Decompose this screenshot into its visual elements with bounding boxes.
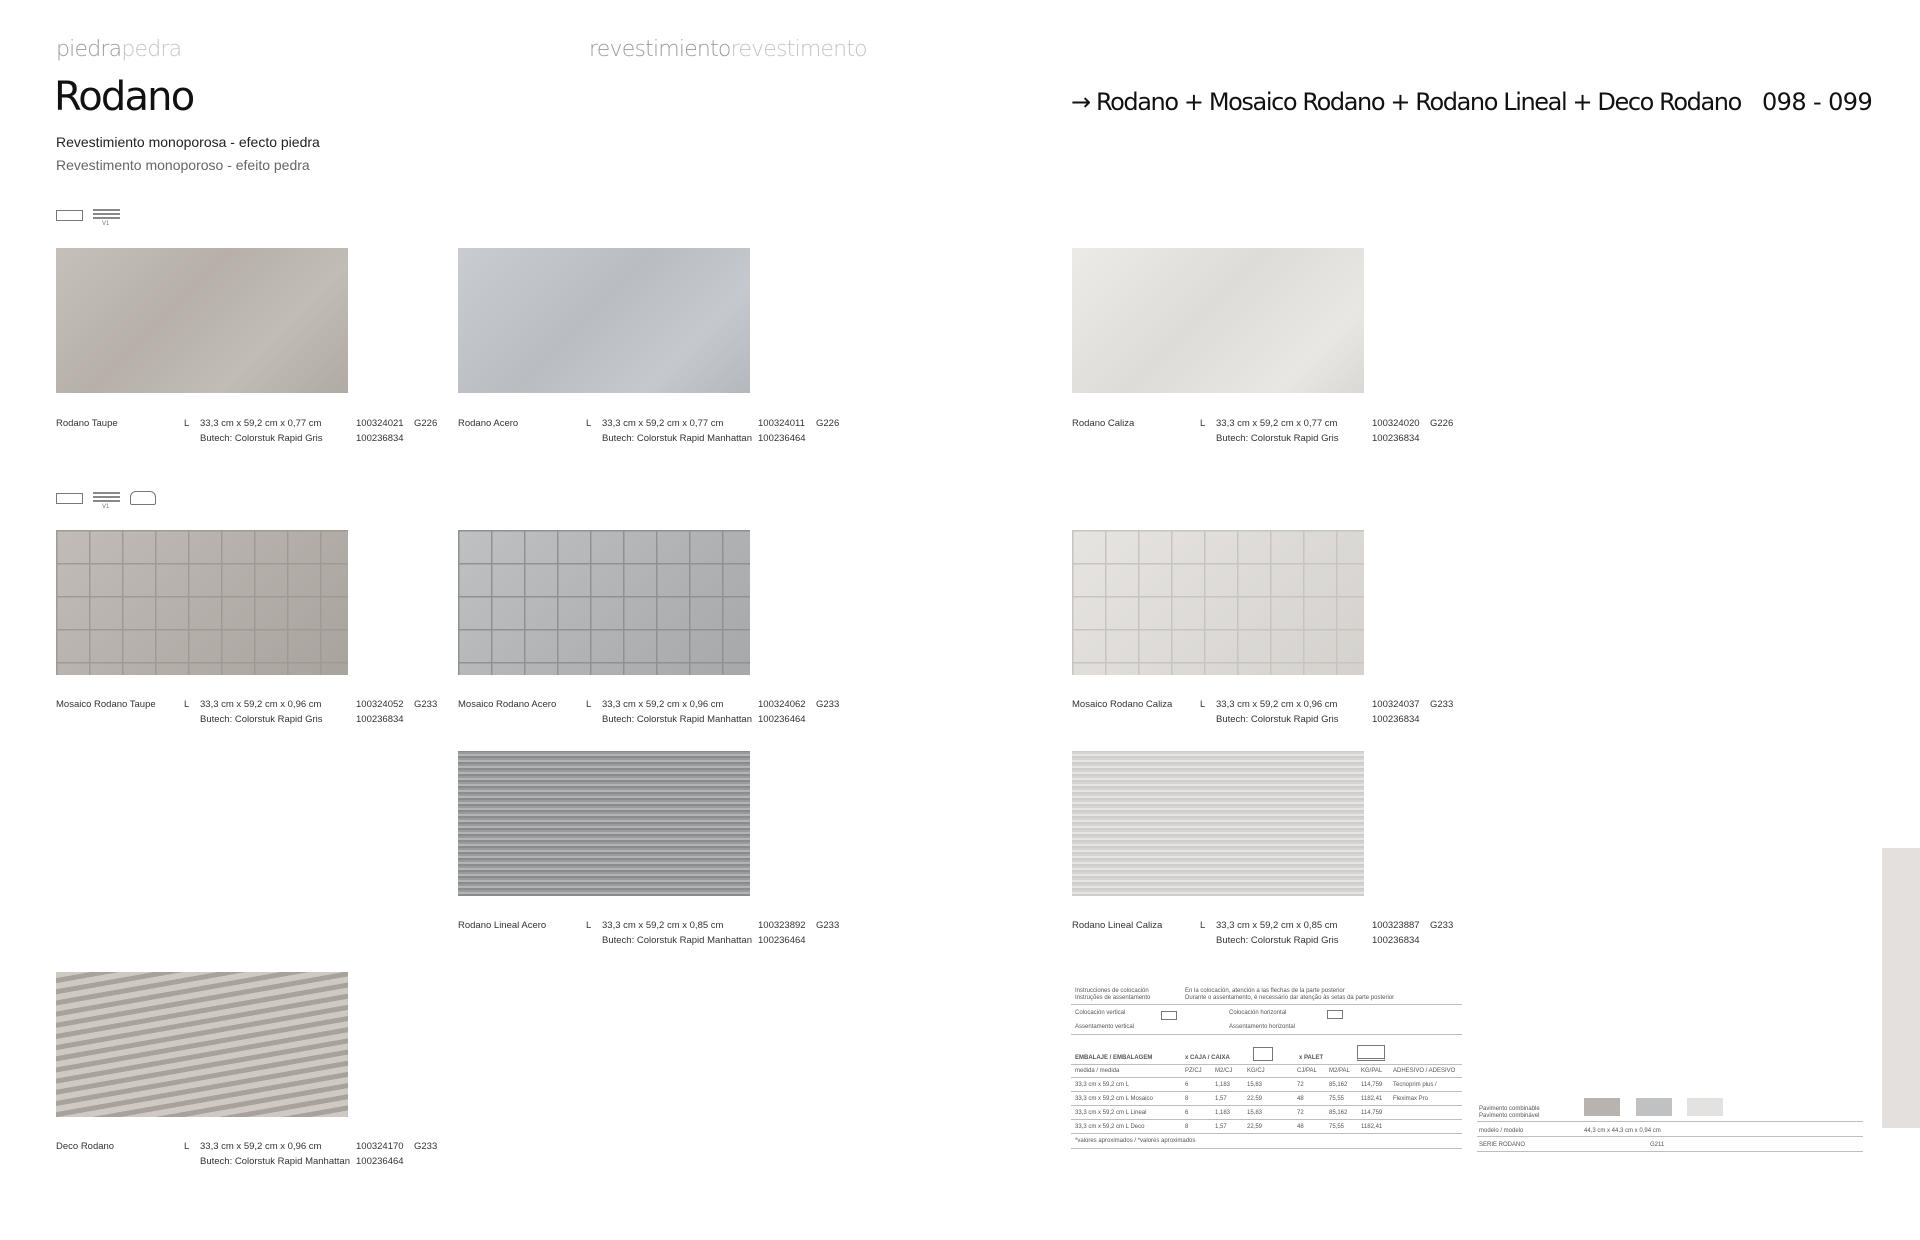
cell: 85,162 [1329, 1110, 1348, 1116]
cell: 33,3 cm x 59,2 cm L [1075, 1082, 1130, 1088]
pattern-v1-icon [93, 208, 120, 227]
price-group: G226 [414, 418, 438, 429]
series-nav-link[interactable]: → Rodano + Mosaico Rodano + Rodano Lineal + Deco Rodano [1071, 88, 1741, 116]
tile-rodano-caliza [1072, 248, 1364, 393]
grout-code: 100236464 [758, 935, 806, 946]
category-es: piedra [56, 37, 122, 62]
cell: 1,183 [1215, 1110, 1231, 1116]
col-header: M2/CJ [1215, 1068, 1233, 1074]
horizontal-laying-icon [1327, 1010, 1343, 1019]
cell: 22,59 [1247, 1124, 1263, 1130]
product-name: Deco Rodano [56, 1141, 115, 1152]
divider [1071, 1148, 1462, 1149]
vertical-es: Colocación vertical [1075, 1010, 1126, 1016]
tile-deco-rodano [56, 972, 348, 1117]
product-name: Mosaico Rodano Acero [458, 699, 557, 710]
section-es: revestimiento [589, 37, 731, 62]
subtitle-es: Revestimiento monoporosa - efecto piedra [56, 134, 320, 150]
section-side-tab[interactable] [1882, 848, 1920, 1128]
price-group: G233 [1430, 920, 1454, 931]
cell: 8 [1185, 1096, 1189, 1102]
tile-rodano-taupe [56, 248, 348, 393]
pallet-label: x PALET [1299, 1055, 1324, 1061]
cell: 1,183 [1215, 1082, 1231, 1088]
vertical-laying-icon [1161, 1011, 1177, 1020]
grout: Butech: Colorstuk Rapid Gris [1216, 714, 1339, 725]
format-letter: L [1200, 920, 1206, 931]
product-code: 100324011 [758, 418, 805, 429]
box-label: x CAJA / CAIXA [1185, 1055, 1230, 1061]
cell: 33,3 cm x 59,2 cm L Deco [1075, 1124, 1145, 1130]
page-numbers: 098 - 099 [1762, 88, 1873, 116]
divider [1071, 1004, 1462, 1005]
divider [1071, 1034, 1462, 1035]
divider [1477, 1121, 1863, 1122]
legend-text-es: Pavimento combinable [1479, 1106, 1540, 1112]
divider [1071, 1091, 1462, 1092]
price-group: G233 [1430, 699, 1454, 710]
col-header: medida / medida [1075, 1068, 1120, 1074]
cell: 114,759 [1361, 1110, 1383, 1116]
dimensions: 33,3 cm x 59,2 cm x 0,77 cm [200, 418, 322, 429]
grout: Butech: Colorstuk Rapid Gris [200, 714, 323, 725]
grout: Butech: Colorstuk Rapid Gris [200, 433, 323, 444]
price-group: G233 [816, 920, 840, 931]
cell: 72 [1297, 1110, 1304, 1116]
installation-title-pt: Instruções de assentamento [1075, 995, 1151, 1001]
installation-note-pt: Durante o assentamento, é necessário dar atenção às setas da parte posterior [1185, 995, 1395, 1001]
floor-swatch [1687, 1098, 1723, 1116]
combinable-floor-legend [1477, 1098, 1863, 1152]
tile-rodano-acero [458, 248, 750, 393]
box-icon [1253, 1047, 1273, 1061]
grout: Butech: Colorstuk Rapid Gris [1216, 433, 1339, 444]
footnote-text: *valores aproximados / *valores aproximados [1075, 1138, 1196, 1144]
grout-code: 100236464 [356, 1156, 404, 1167]
tile-rodano-lineal-acero [458, 751, 750, 896]
cell: 1182,41 [1361, 1096, 1383, 1102]
price-group: G233 [414, 699, 438, 710]
page-title: Rodano [54, 74, 194, 120]
col-header: PZ/CJ [1185, 1068, 1202, 1074]
cell: 33,3 cm x 59,2 cm L Lineal [1075, 1110, 1147, 1116]
grout-code: 100236464 [758, 433, 806, 444]
product-code: 100324037 [1372, 699, 1420, 710]
product-code: 100323887 [1372, 920, 1420, 931]
divider [1071, 1119, 1462, 1120]
grout: Butech: Colorstuk Rapid Manhattan [602, 935, 752, 946]
format-letter: L [1200, 699, 1206, 710]
product-code: 100324052 [356, 699, 404, 710]
series-value: G211 [1650, 1142, 1665, 1148]
installation-title-es: Instrucciones de colocación [1075, 988, 1149, 994]
v1-label: V1 [102, 504, 110, 510]
divider [1071, 1064, 1462, 1065]
horizontal-es: Colocación horizontal [1229, 1010, 1287, 1016]
horizontal-pt: Assentamento horizontal [1229, 1024, 1296, 1030]
subtitle-pt: Revestimento monoporoso - efeito pedra [56, 157, 310, 173]
installation-note-es: En la colocación, atención a las flechas de la parte posterior [1185, 988, 1345, 994]
cell: 15,83 [1247, 1082, 1263, 1088]
category-label [56, 37, 181, 62]
product-name: Rodano Lineal Acero [458, 920, 547, 931]
grout: Butech: Colorstuk Rapid Manhattan [602, 714, 752, 725]
bathroom-icon [130, 491, 156, 505]
cell: 75,55 [1329, 1096, 1345, 1102]
vertical-pt: Assentamento vertical [1075, 1024, 1135, 1030]
dimensions: 33,3 cm x 59,2 cm x 0,77 cm [1216, 418, 1338, 429]
product-name: Rodano Lineal Caliza [1072, 920, 1163, 931]
format-letter: L [586, 699, 592, 710]
col-header: KG/CJ [1247, 1068, 1265, 1074]
section-pt: revestimento [730, 37, 867, 62]
format-letter: L [184, 1141, 190, 1152]
cell: 1,57 [1215, 1124, 1227, 1130]
grout-code: 100236834 [1372, 714, 1420, 725]
price-group: G226 [1430, 418, 1454, 429]
cell: 114,759 [1361, 1082, 1383, 1088]
dimensions: 33,3 cm x 59,2 cm x 0,96 cm [200, 1141, 322, 1152]
product-code: 100324170 [356, 1141, 404, 1152]
dimensions: 33,3 cm x 59,2 cm x 0,96 cm [200, 699, 322, 710]
category-pt: pedra [121, 37, 182, 62]
product-code: 100324020 [1372, 418, 1420, 429]
format-letter: L [586, 418, 592, 429]
col-header: CJ/PAL [1297, 1068, 1317, 1074]
grout-code: 100236834 [1372, 433, 1420, 444]
col-header: KG/PAL [1361, 1068, 1383, 1074]
format-letter: L [1200, 418, 1206, 429]
product-code: 100324021 [356, 418, 404, 429]
cell: 33,3 cm x 59,2 cm L Mosaico [1075, 1096, 1153, 1102]
grout-code: 100236834 [356, 714, 404, 725]
price-group: G233 [816, 699, 840, 710]
usage-icons-row-2 [56, 491, 156, 510]
pattern-v1-icon [93, 491, 120, 510]
grout-code: 100236834 [1372, 935, 1420, 946]
legend-row-value: 44,3 cm x 44,3 cm x 0,94 cm [1584, 1128, 1661, 1134]
format-letter: L [184, 418, 190, 429]
tile-mosaico-rodano-taupe [56, 530, 348, 675]
col-header: ADHESIVO / ADESIVO [1393, 1068, 1456, 1074]
col-header: M2/PAL [1329, 1068, 1350, 1074]
divider [1477, 1136, 1863, 1137]
price-group: G233 [414, 1141, 438, 1152]
cell: 15,83 [1247, 1110, 1263, 1116]
product-code: 100324062 [758, 699, 806, 710]
divider [1071, 1133, 1462, 1134]
dimensions: 33,3 cm x 59,2 cm x 0,85 cm [1216, 920, 1338, 931]
v1-label: V1 [102, 221, 110, 227]
product-name: Rodano Taupe [56, 418, 118, 429]
product-code: 100323892 [758, 920, 806, 931]
cell: 1,57 [1215, 1096, 1227, 1102]
wall-tile-icon [56, 210, 83, 221]
tile-mosaico-rodano-caliza [1072, 530, 1364, 675]
cell: 85,162 [1329, 1082, 1348, 1088]
pallet-icon [1357, 1045, 1385, 1061]
dimensions: 33,3 cm x 59,2 cm x 0,96 cm [602, 699, 724, 710]
product-name: Mosaico Rodano Caliza [1072, 699, 1173, 710]
legend-text-pt: Pavimento combinável [1479, 1113, 1540, 1119]
cell: Fleximax Pro [1393, 1096, 1429, 1102]
floor-swatch [1636, 1098, 1672, 1116]
dimensions: 33,3 cm x 59,2 cm x 0,77 cm [602, 418, 724, 429]
cell: 48 [1297, 1096, 1304, 1102]
technical-table [1071, 986, 1462, 1156]
grout-code: 100236464 [758, 714, 806, 725]
floor-swatch [1584, 1098, 1620, 1116]
dimensions: 33,3 cm x 59,2 cm x 0,85 cm [602, 920, 724, 931]
cell: 1182,41 [1361, 1124, 1383, 1130]
grout: Butech: Colorstuk Rapid Gris [1216, 935, 1339, 946]
wall-tile-icon [56, 493, 83, 504]
product-name: Rodano Acero [458, 418, 519, 429]
packaging-title: EMBALAJE / EMBALAGEM [1075, 1055, 1153, 1061]
cell: 6 [1185, 1082, 1189, 1088]
price-group: G226 [816, 418, 840, 429]
cell: Tecnoprim plus / [1393, 1082, 1437, 1088]
cell: 22,59 [1247, 1096, 1263, 1102]
usage-icons-row-1 [56, 208, 120, 227]
divider [1071, 1077, 1462, 1078]
tile-mosaico-rodano-acero [458, 530, 750, 675]
divider [1477, 1151, 1863, 1152]
grout-code: 100236834 [356, 433, 404, 444]
cell: 8 [1185, 1124, 1189, 1130]
legend-row-label: modelo / modelo [1479, 1128, 1524, 1134]
divider [1071, 1105, 1462, 1106]
format-letter: L [586, 920, 592, 931]
series-label: SERIE RODANO [1479, 1142, 1526, 1148]
product-name: Mosaico Rodano Taupe [56, 699, 156, 710]
format-letter: L [184, 699, 190, 710]
dimensions: 33,3 cm x 59,2 cm x 0,96 cm [1216, 699, 1338, 710]
tile-rodano-lineal-caliza [1072, 751, 1364, 896]
cell: 48 [1297, 1124, 1304, 1130]
cell: 75,55 [1329, 1124, 1345, 1130]
grout: Butech: Colorstuk Rapid Manhattan [200, 1156, 350, 1167]
section-label [589, 37, 867, 62]
cell: 72 [1297, 1082, 1304, 1088]
product-name: Rodano Caliza [1072, 418, 1135, 429]
grout: Butech: Colorstuk Rapid Manhattan [602, 433, 752, 444]
cell: 6 [1185, 1110, 1189, 1116]
